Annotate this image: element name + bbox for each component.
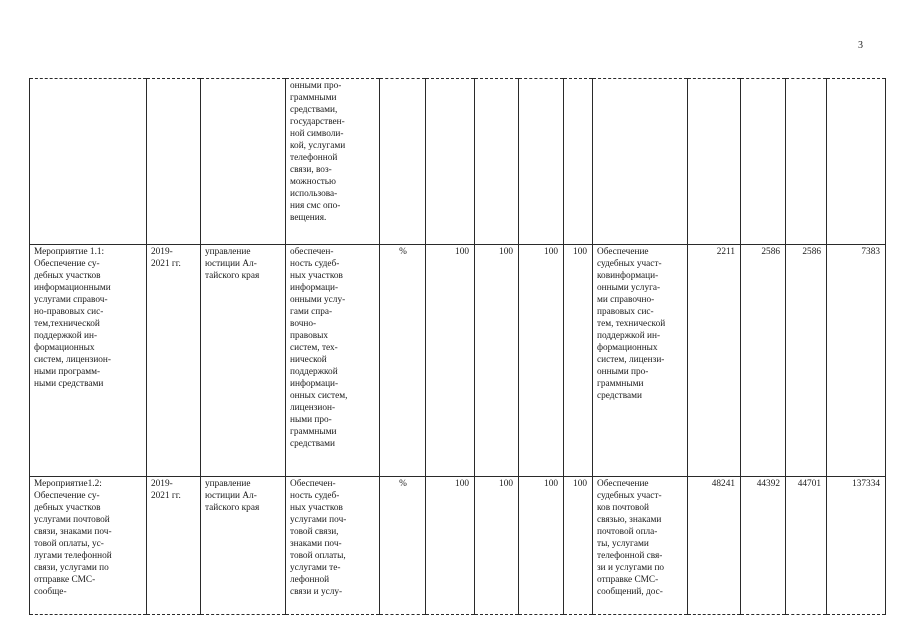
value-cell: 100: [519, 245, 564, 477]
funding-cell: 7383: [827, 245, 886, 477]
funding-cell: 137334: [827, 477, 886, 615]
table-row: [30, 477, 886, 615]
value-cell: [475, 79, 519, 245]
expected-result-cell: Обеспечение судебных участ- ковинформаци- онными услуга- ми справочно- правовых сис- тем, технической поддержкой ин- формационных систем, лицензи- онными про- граммными средствами: [593, 245, 688, 477]
indicator-cell: Обеспечен- ность судеб- ных участков услугами поч- товой связи, знаками поч- товой оплаты, услугами те- лефонной связи и услу-: [286, 477, 380, 615]
page-number: 3: [858, 40, 863, 51]
period-cell: 2019- 2021 гг.: [147, 477, 201, 615]
table-row: [30, 79, 886, 245]
period-cell: 2019- 2021 гг.: [147, 245, 201, 477]
funding-cell: [741, 79, 786, 245]
funding-cell: 44392: [741, 477, 786, 615]
indicator-cell: онными про- граммными средствами, государствен- ной символи- кой, услугами телефонной связи, воз- можностью использова- ния смс опо- вещения.: [286, 79, 380, 245]
value-cell: 100: [426, 245, 475, 477]
value-cell: 100: [564, 477, 593, 615]
activity-name-cell: [30, 79, 147, 245]
unit-cell: %: [380, 245, 426, 477]
value-cell: 100: [564, 245, 593, 477]
activity-name-cell: Мероприятие 1.1: Обеспечение су- дебных участков информационными услугами справоч- но-правовых сис- тем,технической поддержкой ин- формационных систем, лицензион- ными программ- ными средствами: [30, 245, 147, 477]
expected-result-cell: Обеспечение судебных участ- ков почтовой связью, знаками почтовой опла- ты, услугами телефонной свя- зи и услугами по отправке СМС- сообщений, дос-: [593, 477, 688, 615]
funding-cell: [786, 79, 827, 245]
funding-cell: 2586: [741, 245, 786, 477]
value-cell: [564, 79, 593, 245]
executor-cell: управление юстиции Ал- тайского края: [201, 245, 286, 477]
activity-name-cell: Мероприятие1.2: Обеспечение су- дебных участков услугами почтовой связи, знаками поч- товой оплаты, ус- лугами телефонной связи, услугами по отправке СМС- сообще-: [30, 477, 147, 615]
value-cell: [426, 79, 475, 245]
unit-cell: %: [380, 477, 426, 615]
value-cell: 100: [426, 477, 475, 615]
unit-cell: [380, 79, 426, 245]
value-cell: 100: [519, 477, 564, 615]
table-row: [30, 245, 886, 477]
value-cell: 100: [475, 477, 519, 615]
executor-cell: управление юстиции Ал- тайского края: [201, 477, 286, 615]
value-cell: [519, 79, 564, 245]
funding-cell: 2586: [786, 245, 827, 477]
indicator-cell: обеспечен- ность судеб- ных участков информаци- онными услу- гами спра- вочно- правовых систем, тех- нической поддержкой информаци- онных систем, лицензион- ными про- граммными средствами: [286, 245, 380, 477]
funding-cell: [688, 79, 741, 245]
funding-cell: 48241: [688, 477, 741, 615]
expected-result-cell: [593, 79, 688, 245]
value-cell: 100: [475, 245, 519, 477]
funding-cell: 44701: [786, 477, 827, 615]
executor-cell: [201, 79, 286, 245]
period-cell: [147, 79, 201, 245]
funding-cell: 2211: [688, 245, 741, 477]
program-activities-table: [29, 78, 886, 615]
funding-cell: [827, 79, 886, 245]
